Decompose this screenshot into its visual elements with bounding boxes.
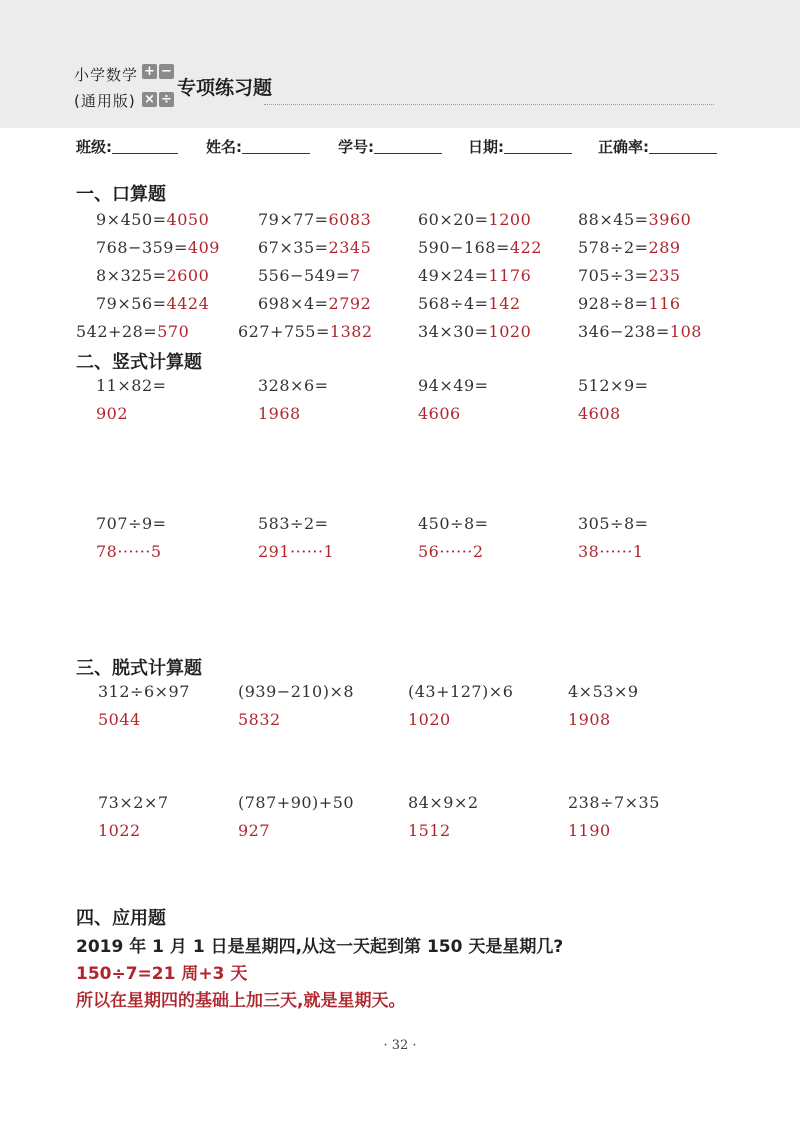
oral-answer: 409 bbox=[187, 238, 220, 257]
oral-answer: 108 bbox=[669, 322, 702, 341]
oral-problem: 590−168=422 bbox=[418, 238, 542, 257]
oral-answer: 2600 bbox=[166, 266, 210, 285]
section-title-word: 四、应用题 bbox=[76, 908, 166, 929]
word-problem-solution-1: 150÷7=21 周+3 天 bbox=[76, 964, 248, 984]
vertical-answer: 1968 bbox=[258, 404, 301, 423]
accuracy-blank[interactable] bbox=[649, 138, 717, 154]
oral-problem: 928÷8=116 bbox=[578, 294, 681, 313]
oral-answer: 3960 bbox=[648, 210, 692, 229]
date-blank[interactable] bbox=[504, 138, 572, 154]
stepwise-problem: 238÷7×35 bbox=[568, 793, 660, 812]
oral-problem: 34×30=1020 bbox=[418, 322, 532, 341]
oral-answer: 1382 bbox=[329, 322, 373, 341]
oral-problem: 698×4=2792 bbox=[258, 294, 372, 313]
oral-answer: 4424 bbox=[166, 294, 210, 313]
name-label: 姓名: bbox=[206, 138, 242, 156]
times-icon: × bbox=[142, 92, 157, 107]
section-title-vertical: 二、竖式计算题 bbox=[76, 352, 202, 373]
vertical-answer: 4608 bbox=[578, 404, 621, 423]
section-title-stepwise: 三、脱式计算题 bbox=[76, 658, 202, 679]
oral-answer: 2345 bbox=[328, 238, 372, 257]
vertical-problem: 450÷8= bbox=[418, 514, 489, 533]
page-title: 专项练习题 bbox=[177, 77, 273, 99]
class-blank[interactable] bbox=[112, 138, 178, 154]
oral-problem: 346−238=108 bbox=[578, 322, 702, 341]
oral-problem: 9×450=4050 bbox=[96, 210, 210, 229]
class-field bbox=[76, 136, 178, 157]
stepwise-answer: 927 bbox=[238, 821, 271, 840]
oral-answer: 142 bbox=[488, 294, 521, 313]
divide-icon: ÷ bbox=[159, 92, 174, 107]
stepwise-problem: (43+127)×6 bbox=[408, 682, 514, 701]
name-blank[interactable] bbox=[242, 138, 310, 154]
student-info-row bbox=[76, 136, 736, 160]
header-divider bbox=[264, 104, 714, 105]
oral-answer: 2792 bbox=[328, 294, 372, 313]
vertical-answer: 902 bbox=[96, 404, 129, 423]
class-label: 班级: bbox=[76, 138, 112, 156]
plus-icon: + bbox=[142, 64, 157, 79]
oral-problem: 568÷4=142 bbox=[418, 294, 521, 313]
oral-answer: 289 bbox=[648, 238, 681, 257]
vertical-answer: 38······1 bbox=[578, 542, 644, 561]
oral-answer: 235 bbox=[648, 266, 681, 285]
oral-answer: 4050 bbox=[166, 210, 210, 229]
oral-answer: 1200 bbox=[488, 210, 532, 229]
stepwise-answer: 5044 bbox=[98, 710, 141, 729]
series-line-2: (通用版) bbox=[74, 92, 136, 110]
oral-answer: 1020 bbox=[488, 322, 532, 341]
oral-answer: 6083 bbox=[328, 210, 372, 229]
vertical-answer: 56······2 bbox=[418, 542, 484, 561]
accuracy-label: 正确率: bbox=[598, 138, 649, 156]
oral-problem: 49×24=1176 bbox=[418, 266, 532, 285]
vertical-answer: 4606 bbox=[418, 404, 461, 423]
vertical-problem: 512×9= bbox=[578, 376, 649, 395]
oral-problem: 67×35=2345 bbox=[258, 238, 372, 257]
stepwise-answer: 1512 bbox=[408, 821, 451, 840]
minus-icon: − bbox=[159, 64, 174, 79]
vertical-answer: 291······1 bbox=[258, 542, 335, 561]
vertical-answer: 78······5 bbox=[96, 542, 162, 561]
student-id-label: 学号: bbox=[338, 138, 374, 156]
vertical-problem: 707÷9= bbox=[96, 514, 167, 533]
oral-problem: 8×325=2600 bbox=[96, 266, 210, 285]
stepwise-answer: 5832 bbox=[238, 710, 281, 729]
oral-answer: 7 bbox=[349, 266, 361, 285]
series-label bbox=[74, 62, 138, 114]
stepwise-problem: 312÷6×97 bbox=[98, 682, 190, 701]
oral-problem: 627+755=1382 bbox=[238, 322, 373, 341]
stepwise-answer: 1020 bbox=[408, 710, 451, 729]
stepwise-answer: 1908 bbox=[568, 710, 611, 729]
series-line-1: 小学数学 bbox=[74, 66, 139, 84]
oral-problem: 556−549=7 bbox=[258, 266, 361, 285]
oral-answer: 422 bbox=[509, 238, 542, 257]
oral-problem: 768−359=409 bbox=[96, 238, 220, 257]
vertical-problem: 94×49= bbox=[418, 376, 489, 395]
oral-problem: 705÷3=235 bbox=[578, 266, 681, 285]
oral-problem: 88×45=3960 bbox=[578, 210, 692, 229]
oral-problem: 79×56=4424 bbox=[96, 294, 210, 313]
date-field bbox=[468, 136, 572, 157]
vertical-problem: 583÷2= bbox=[258, 514, 329, 533]
date-label: 日期: bbox=[468, 138, 504, 156]
stepwise-problem: 84×9×2 bbox=[408, 793, 479, 812]
oral-problem: 79×77=6083 bbox=[258, 210, 372, 229]
stepwise-problem: 73×2×7 bbox=[98, 793, 169, 812]
page-number: · 32 · bbox=[383, 1038, 417, 1053]
accuracy-field bbox=[598, 136, 717, 157]
oral-problem: 542+28=570 bbox=[76, 322, 190, 341]
stepwise-problem: (787+90)+50 bbox=[238, 793, 355, 812]
vertical-problem: 305÷8= bbox=[578, 514, 649, 533]
stepwise-answer: 1022 bbox=[98, 821, 141, 840]
vertical-problem: 11×82= bbox=[96, 376, 167, 395]
oral-problem: 578÷2=289 bbox=[578, 238, 681, 257]
name-field bbox=[206, 136, 310, 157]
stepwise-answer: 1190 bbox=[568, 821, 611, 840]
vertical-problem: 328×6= bbox=[258, 376, 329, 395]
operator-icons bbox=[142, 62, 174, 114]
stepwise-problem: (939−210)×8 bbox=[238, 682, 355, 701]
oral-problem: 60×20=1200 bbox=[418, 210, 532, 229]
section-title-oral: 一、口算题 bbox=[76, 184, 166, 205]
student-id-blank[interactable] bbox=[374, 138, 442, 154]
stepwise-problem: 4×53×9 bbox=[568, 682, 639, 701]
student-id-field bbox=[338, 136, 442, 157]
oral-answer: 116 bbox=[648, 294, 681, 313]
word-problem-solution-2: 所以在星期四的基础上加三天,就是星期天。 bbox=[76, 991, 406, 1011]
oral-answer: 1176 bbox=[488, 266, 532, 285]
oral-answer: 570 bbox=[157, 322, 190, 341]
word-problem-question: 2019 年 1 月 1 日是星期四,从这一天起到第 150 天是星期几? bbox=[76, 937, 564, 957]
